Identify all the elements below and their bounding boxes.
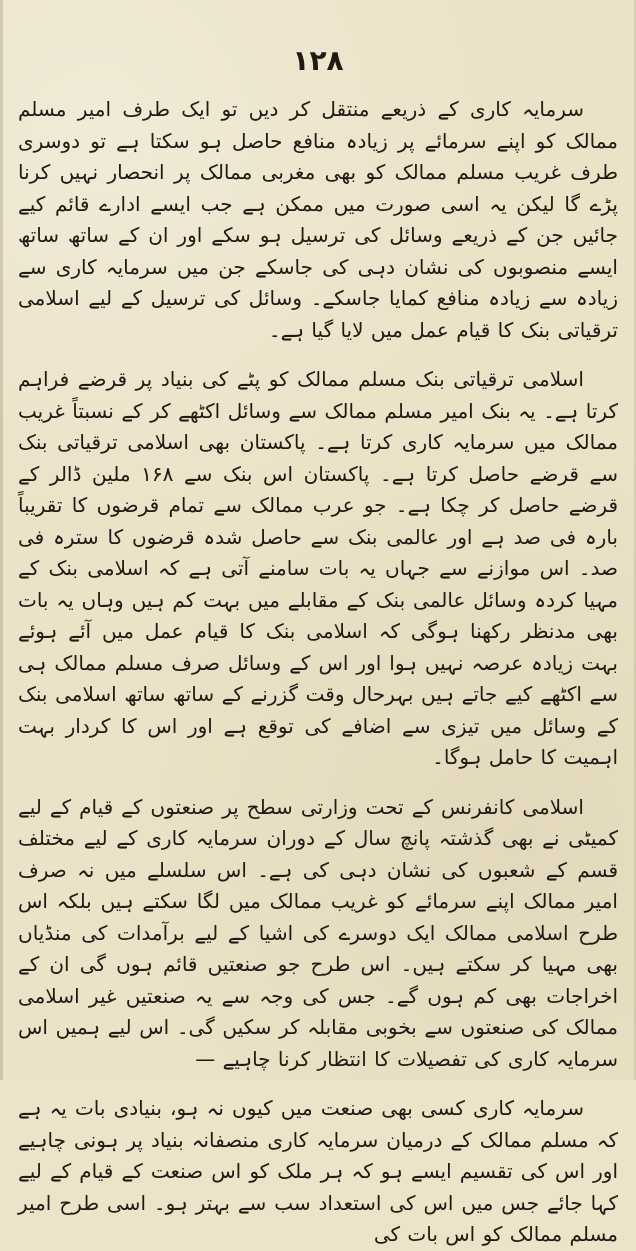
paragraph-3: اسلامی کانفرنس کے تحت وزارتی سطح پر صنعتوں کے قیام کے لیے کمیٹی نے بھی گذشتہ پانچ سال کے دوران سرمایہ کاری کے لیے مختلف قسم کے شعبوں کی نشان دہی کی ہے۔ اس سلسلے میں نہ صرف امیر ممالک اپنے سرمائے کو غریب ممالک میں لگا سکتے ہیں بلکہ اس طرح اسلامی ممالک ایک دوسرے کی اشیا کے لیے برآمدات کی منڈیاں بھی مہیا کر سکتے ہیں۔ اس طرح جو صنعتیں قائم ہوں گی ان کے اخراجات بھی کم ہوں گے۔ جس کی وجہ سے یہ صنعتیں غیر اسلامی ممالک کی صنعتوں سے بخوبی مقابلہ کر سکیں گی۔ اس لیے ہمیں اس سرمایہ کاری کی تفصیلات کا انتظار کرنا چاہیے — xyxy=(18,794,618,1071)
page-number: ۱۲۸ xyxy=(292,44,344,77)
page-content xyxy=(18,94,618,1246)
paragraph-2: اسلامی ترقیاتی بنک مسلم ممالک کو پٹے کی بنیاد پر قرضے فراہم کرتا ہے۔ یہ بنک امیر مسلم ممالک سے وسائل اکٹھے کر کے نسبتاً غریب ممالک میں سرمایہ کاری کرتا ہے۔ پاکستان بھی اسلامی ترقیاتی بنک سے قرضے حاصل کرتا ہے۔ پاکستان اس بنک سے ۱۶۸ ملین ڈالر کے قرضے حاصل کر چکا ہے۔ جو عرب ممالک سے تمام قرضوں کا تقریباً بارہ فی صد ہے اور عالمی بنک سے حاصل شدہ قرضوں کا سترہ فی صد۔ اس موازنے سے جہاں یہ بات سامنے آتی ہے کہ اسلامی بنک کے مہیا کردہ وسائل عالمی بنک کے مقابلے میں بہت کم ہیں وہاں یہ بات بھی مدنظر رکھنا ہوگی کہ اسلامی بنک کا قیام عمل میں آئے ہوئے بہت زیادہ عرصہ نہیں ہوا اور اس کے وسائل صرف مسلم ممالک ہی سے اکٹھے کیے جاتے ہیں بہرحال وقت گزرنے کے ساتھ ساتھ اسلامی بنک کے وسائل میں تیزی سے اضافے کی توقع ہے اور اس کا کردار بہت اہمیت کا حامل ہوگا۔ xyxy=(18,367,618,769)
paragraph-4: سرمایہ کاری کسی بھی صنعت میں کیوں نہ ہو، بنیادی بات یہ ہے کہ مسلم ممالک کے درمیان سرمایہ کاری منصفانہ بنیاد پر ہونی چاہیے اور اس کی تقسیم ایسے ہو کہ ہر ملک کو اس صنعت کے قیام کے لیے کہا جائے جس میں اس کی استعداد سب سے بہتر ہو۔ اسی طرح امیر مسلم ممالک کو اس بات کی xyxy=(18,1096,618,1246)
paragraph-1: سرمایہ کاری کے ذریعے منتقل کر دیں تو ایک طرف امیر مسلم ممالک کو اپنے سرمائے پر زیادہ منافع حاصل ہو سکتا ہے تو دوسری طرف غریب مسلم ممالک کو بھی مغربی ممالک پر انحصار نہیں کرنا پڑے گا لیکن یہ اسی صورت میں ممکن ہے جب ایسے ادارے قائم کیے جائیں جن کے ذریعے وسائل کی ترسیل ہو سکے اور ان کے ساتھ ساتھ ایسے منصوبوں کی نشان دہی کی جاسکے جن میں سرمایہ کاری سے زیادہ سے زیادہ منافع کمایا جاسکے۔ وسائل کی ترسیل کے لیے اسلامی ترقیاتی بنک کا قیام عمل میں لایا گیا ہے۔ xyxy=(18,97,618,342)
